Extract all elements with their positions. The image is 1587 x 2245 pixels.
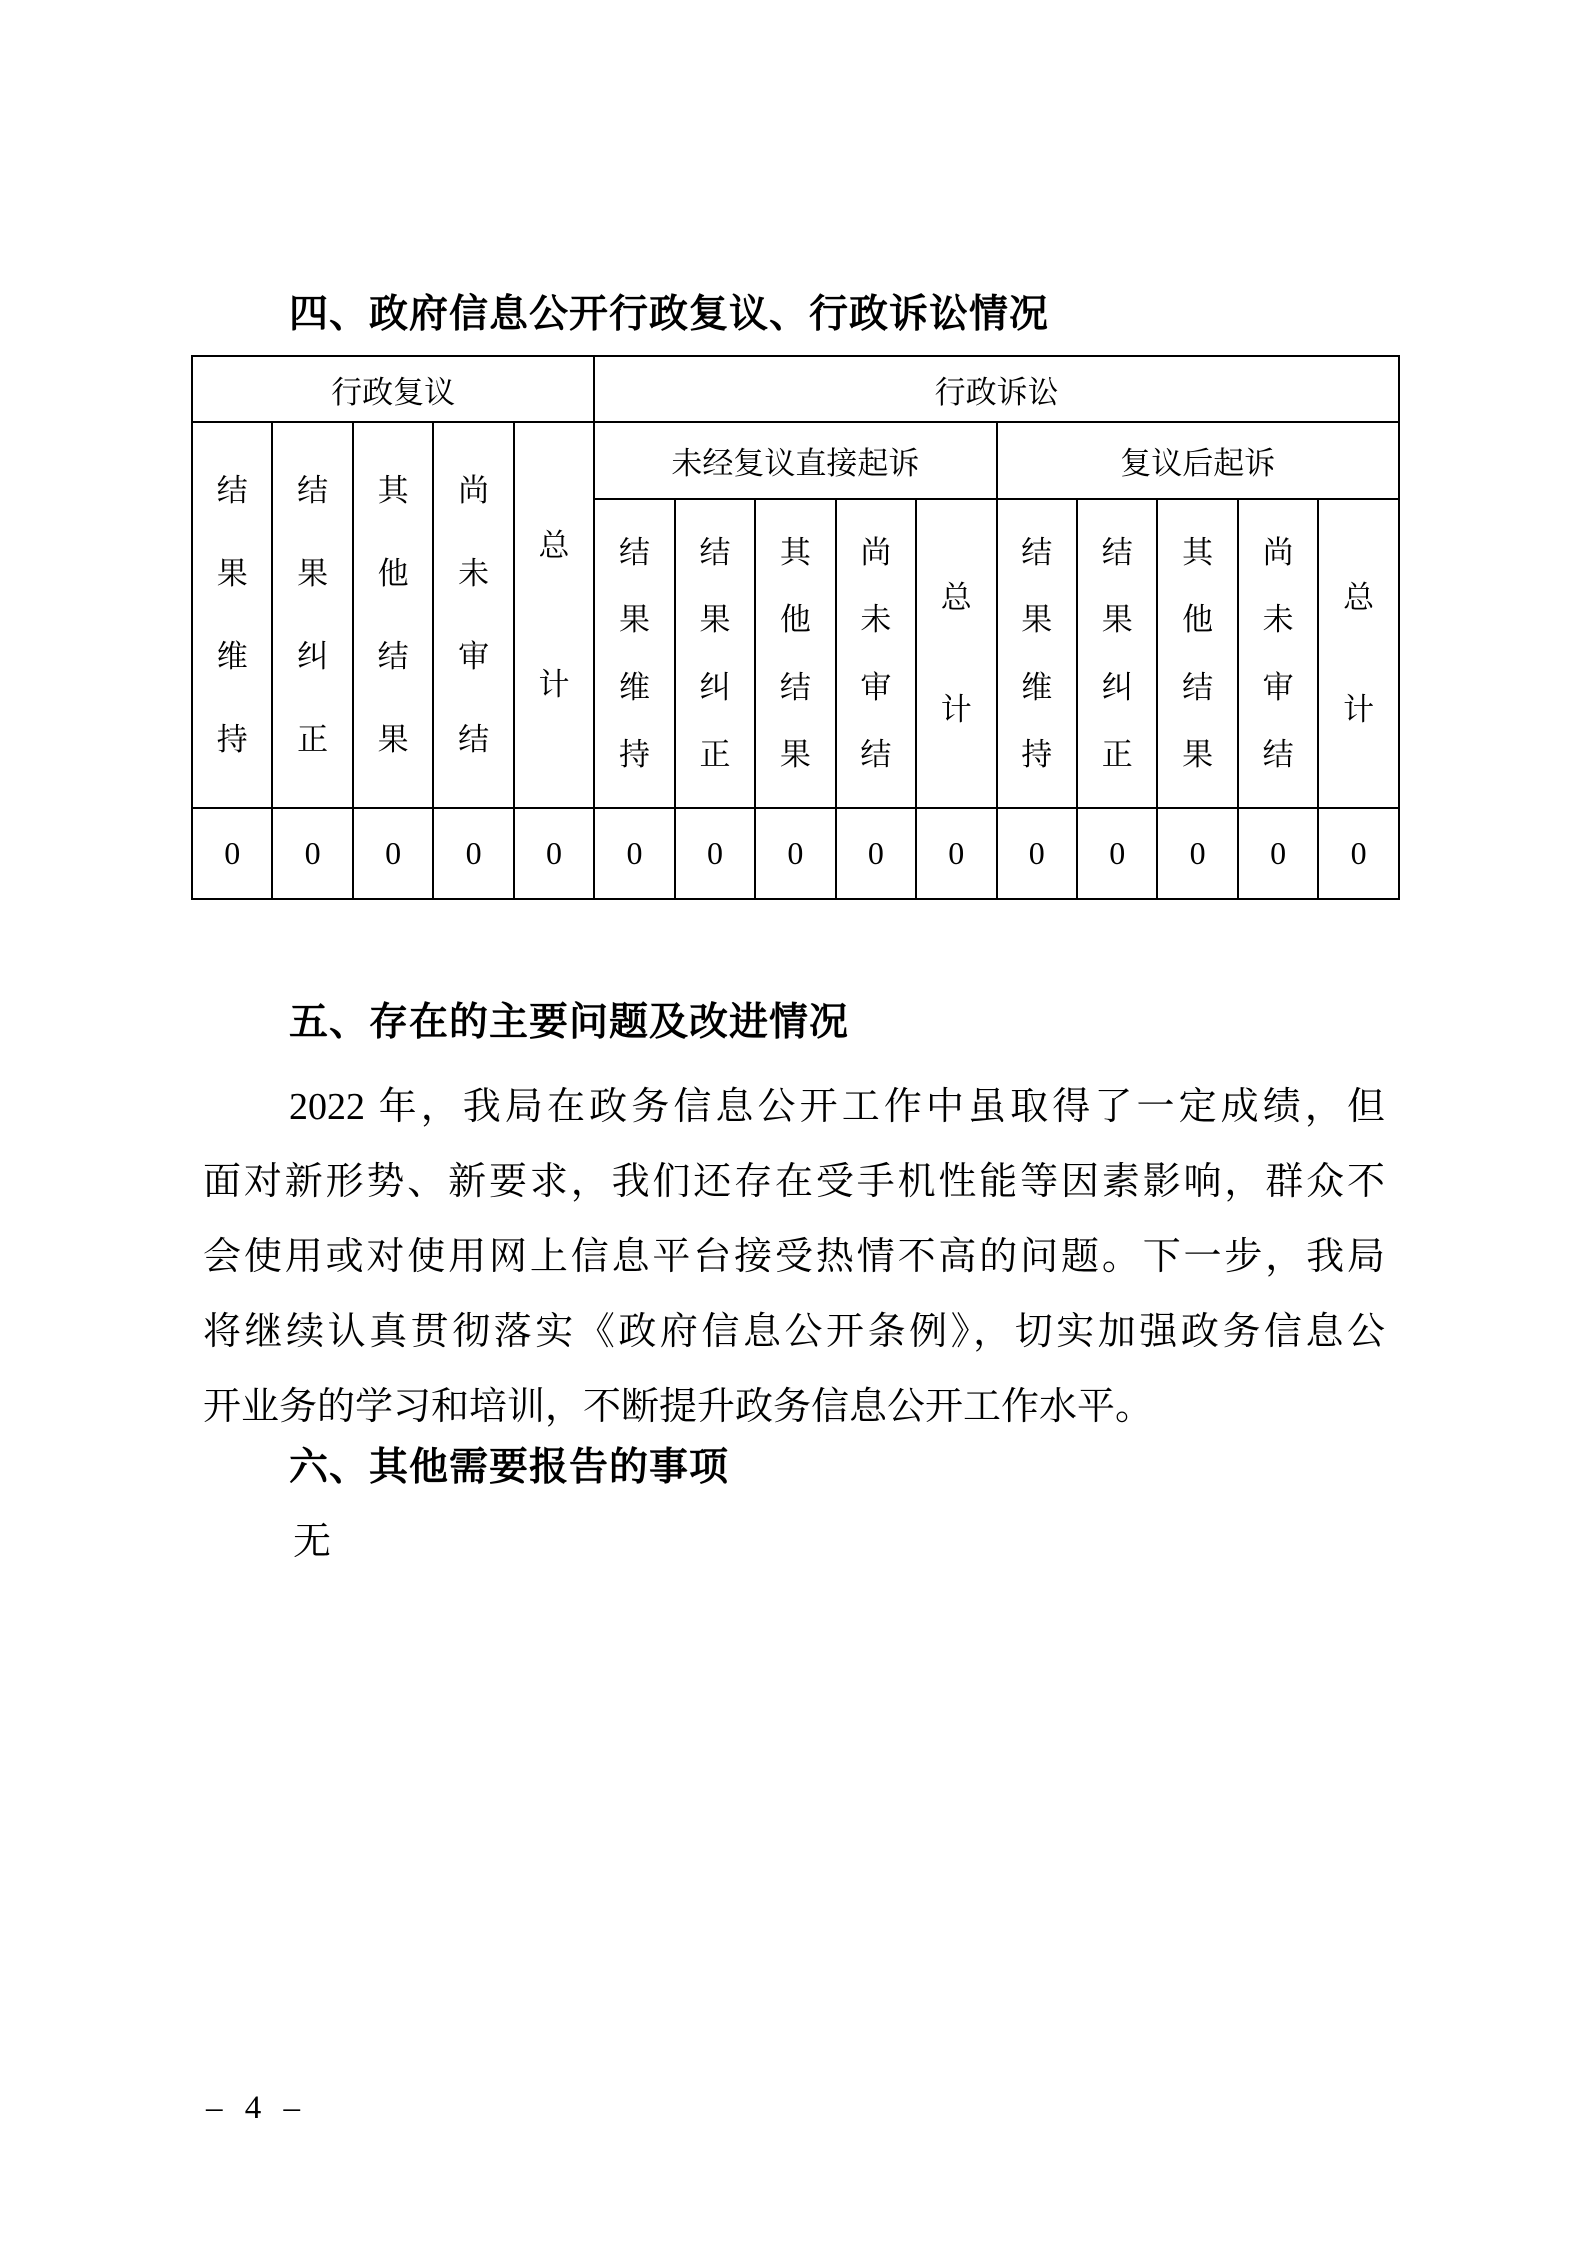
vertical-label-char: 其	[779, 534, 811, 570]
value-cell: 0	[1077, 808, 1157, 899]
value-cell: 0	[836, 808, 916, 899]
vertical-label-char: 维	[1021, 669, 1053, 705]
column-header-result-corrected-review	[272, 422, 352, 808]
value-cell: 0	[353, 808, 433, 899]
vertical-label	[1078, 501, 1156, 807]
value-cell: 0	[433, 808, 513, 899]
page-number: – 4 –	[206, 2090, 307, 2126]
value-cell: 0	[1238, 808, 1318, 899]
paragraph-line: 2022 年，我局在政务信息公开工作中虽取得了一定成绩，但	[289, 1086, 1385, 1128]
vertical-label-char: 计	[538, 666, 570, 702]
vertical-label-char: 未	[1262, 602, 1294, 638]
vertical-label-char: 他	[1182, 602, 1214, 638]
column-header-other-result-review	[353, 422, 433, 808]
vertical-label-char: 结	[1182, 669, 1214, 705]
vertical-label	[837, 501, 915, 807]
vertical-label-char: 审	[860, 669, 892, 705]
vertical-label-char: 果	[618, 602, 650, 638]
subgroup-header-direct-suit: 未经复议直接起诉	[594, 422, 996, 499]
column-header-not-concluded-after	[1238, 499, 1318, 808]
section-6-heading: 六、其他需要报告的事项	[289, 1446, 730, 1489]
value-cell: 0	[675, 808, 755, 899]
vertical-label-char: 结	[1262, 737, 1294, 773]
column-header-total-direct	[916, 499, 996, 808]
vertical-label	[1239, 501, 1317, 807]
paragraph-line: 开业务的学习和培训，不断提升政务信息公开工作水平。	[203, 1386, 1154, 1428]
vertical-label-char: 审	[1262, 669, 1294, 705]
group-header-administrative-review: 行政复议	[192, 356, 594, 422]
vertical-label-char: 结	[297, 473, 329, 508]
column-header-other-result-after	[1157, 499, 1237, 808]
value-cell: 0	[272, 808, 352, 899]
vertical-label	[193, 423, 271, 807]
value-cell: 0	[916, 808, 996, 899]
value-cell: 0	[1157, 808, 1237, 899]
vertical-label-char: 纠	[297, 639, 329, 674]
vertical-label	[1319, 501, 1398, 807]
vertical-label-char: 果	[1021, 602, 1053, 638]
vertical-label-char: 结	[779, 669, 811, 705]
value-cell: 0	[594, 808, 674, 899]
vertical-label-char: 尚	[860, 534, 892, 570]
column-header-not-concluded-direct	[836, 499, 916, 808]
vertical-label	[998, 501, 1076, 807]
vertical-label-char: 纠	[699, 669, 731, 705]
vertical-label	[515, 423, 593, 807]
vertical-label-char: 果	[1101, 602, 1133, 638]
vertical-label-char: 结	[618, 534, 650, 570]
vertical-label	[676, 501, 754, 807]
section-6-body: 无	[293, 1521, 332, 1563]
vertical-label-char: 果	[1182, 737, 1214, 773]
vertical-label	[273, 423, 351, 807]
vertical-label	[354, 423, 432, 807]
vertical-label-char: 结	[377, 639, 409, 674]
vertical-label-char: 果	[216, 556, 248, 591]
vertical-label-char: 维	[618, 669, 650, 705]
vertical-label-char: 未	[458, 556, 490, 591]
vertical-label-char: 维	[216, 639, 248, 674]
vertical-label-char: 果	[699, 602, 731, 638]
value-cell: 0	[192, 808, 272, 899]
group-header-administrative-litigation: 行政诉讼	[594, 356, 1399, 422]
vertical-label	[595, 501, 673, 807]
vertical-label-char: 尚	[1262, 534, 1294, 570]
value-cell: 0	[514, 808, 594, 899]
vertical-label-char: 结	[458, 722, 490, 757]
vertical-label-char: 其	[1182, 534, 1214, 570]
vertical-label-char: 他	[779, 602, 811, 638]
column-header-result-corrected-direct	[675, 499, 755, 808]
vertical-label-char: 正	[699, 737, 731, 773]
table-group-header-row	[192, 356, 1399, 422]
vertical-label-char: 结	[1021, 534, 1053, 570]
table-value-row	[192, 808, 1399, 899]
vertical-label-char: 审	[458, 639, 490, 674]
vertical-label-char: 结	[860, 737, 892, 773]
vertical-label	[434, 423, 512, 807]
column-header-total-after	[1318, 499, 1399, 808]
vertical-label	[756, 501, 834, 807]
vertical-label-char: 总	[538, 528, 570, 564]
column-header-not-concluded-review	[433, 422, 513, 808]
value-cell: 0	[1318, 808, 1399, 899]
vertical-label-char: 他	[377, 556, 409, 591]
vertical-label-char: 总	[940, 579, 972, 615]
vertical-label-char: 结	[1101, 534, 1133, 570]
vertical-label-char: 正	[1101, 737, 1133, 773]
vertical-label-char: 计	[1343, 692, 1375, 728]
column-header-result-upheld-review	[192, 422, 272, 808]
paragraph-line: 面对新形势、新要求，我们还存在受手机性能等因素影响，群众不	[203, 1161, 1385, 1203]
vertical-label-char: 正	[297, 722, 329, 757]
column-header-total-review	[514, 422, 594, 808]
vertical-label-char: 果	[779, 737, 811, 773]
vertical-label-char: 其	[377, 473, 409, 508]
vertical-label-char: 持	[216, 722, 248, 757]
value-cell: 0	[997, 808, 1077, 899]
vertical-label-char: 计	[940, 692, 972, 728]
vertical-label-char: 结	[216, 473, 248, 508]
value-cell: 0	[755, 808, 835, 899]
vertical-label	[1158, 501, 1236, 807]
column-header-result-upheld-after	[997, 499, 1077, 808]
column-header-result-upheld-direct	[594, 499, 674, 808]
subgroup-header-suit-after-review: 复议后起诉	[997, 422, 1399, 499]
review-litigation-table	[191, 355, 1400, 900]
vertical-label-char: 果	[377, 722, 409, 757]
vertical-label-char: 纠	[1101, 669, 1133, 705]
vertical-label-char: 持	[1021, 737, 1053, 773]
vertical-label-char: 持	[618, 737, 650, 773]
column-header-result-corrected-after	[1077, 499, 1157, 808]
section-5-paragraph	[203, 1070, 1385, 1445]
section-4-heading: 四、政府信息公开行政复议、行政诉讼情况	[289, 293, 1050, 336]
paragraph-line: 会使用或对使用网上信息平台接受热情不高的问题。下一步，我局	[203, 1236, 1385, 1278]
section-5-heading: 五、存在的主要问题及改进情况	[289, 1001, 850, 1044]
vertical-label	[917, 501, 995, 807]
vertical-label-char: 果	[297, 556, 329, 591]
vertical-label-char: 尚	[458, 473, 490, 508]
vertical-label-char: 总	[1343, 579, 1375, 615]
vertical-label-char: 未	[860, 602, 892, 638]
paragraph-line: 将继续认真贯彻落实《政府信息公开条例》，切实加强政务信息公	[203, 1311, 1385, 1353]
column-header-other-result-direct	[755, 499, 835, 808]
vertical-label-char: 结	[699, 534, 731, 570]
table-subgroup-header-row	[192, 422, 1399, 499]
